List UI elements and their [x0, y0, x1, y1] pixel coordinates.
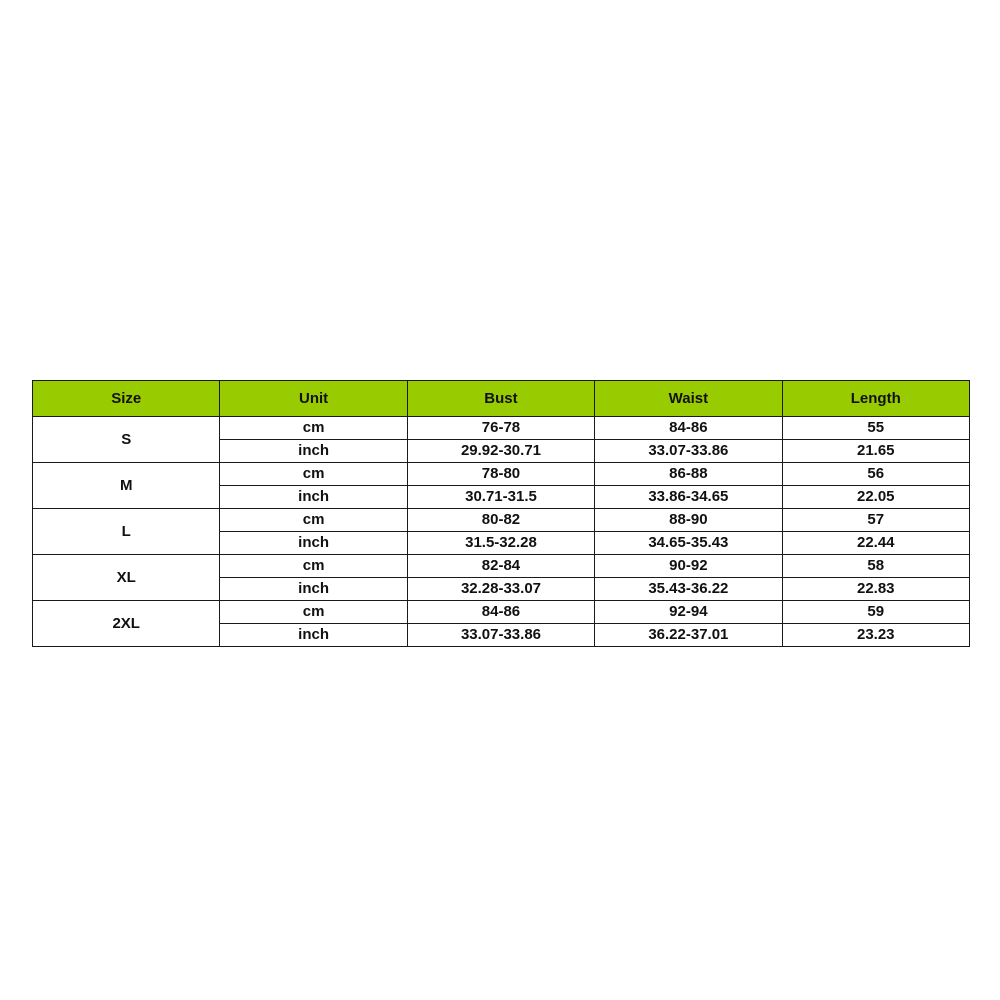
unit-cell: inch — [220, 532, 407, 555]
waist-cell: 34.65-35.43 — [595, 532, 782, 555]
header-size: Size — [33, 381, 220, 417]
waist-cell: 33.07-33.86 — [595, 440, 782, 463]
bust-cell: 78-80 — [407, 463, 594, 486]
bust-cell: 33.07-33.86 — [407, 624, 594, 647]
size-label: S — [33, 417, 220, 463]
length-cell: 58 — [782, 555, 969, 578]
header-length: Length — [782, 381, 969, 417]
size-label: XL — [33, 555, 220, 601]
unit-cell: inch — [220, 486, 407, 509]
bust-cell: 32.28-33.07 — [407, 578, 594, 601]
bust-cell: 76-78 — [407, 417, 594, 440]
bust-cell: 80-82 — [407, 509, 594, 532]
unit-cell: inch — [220, 578, 407, 601]
unit-cell: cm — [220, 601, 407, 624]
header-waist: Waist — [595, 381, 782, 417]
length-cell: 57 — [782, 509, 969, 532]
table-header-row — [33, 381, 970, 417]
table-row — [33, 463, 970, 486]
length-cell: 22.05 — [782, 486, 969, 509]
waist-cell: 84-86 — [595, 417, 782, 440]
bust-cell: 29.92-30.71 — [407, 440, 594, 463]
unit-cell: cm — [220, 417, 407, 440]
waist-cell: 92-94 — [595, 601, 782, 624]
bust-cell: 84-86 — [407, 601, 594, 624]
waist-cell: 36.22-37.01 — [595, 624, 782, 647]
length-cell: 59 — [782, 601, 969, 624]
bust-cell: 82-84 — [407, 555, 594, 578]
waist-cell: 90-92 — [595, 555, 782, 578]
length-cell: 55 — [782, 417, 969, 440]
header-bust: Bust — [407, 381, 594, 417]
unit-cell: cm — [220, 463, 407, 486]
size-label: M — [33, 463, 220, 509]
bust-cell: 31.5-32.28 — [407, 532, 594, 555]
table-row — [33, 417, 970, 440]
unit-cell: cm — [220, 555, 407, 578]
waist-cell: 88-90 — [595, 509, 782, 532]
unit-cell: cm — [220, 509, 407, 532]
length-cell: 22.44 — [782, 532, 969, 555]
bust-cell: 30.71-31.5 — [407, 486, 594, 509]
waist-cell: 35.43-36.22 — [595, 578, 782, 601]
table-row — [33, 555, 970, 578]
length-cell: 23.23 — [782, 624, 969, 647]
length-cell: 22.83 — [782, 578, 969, 601]
table-row — [33, 509, 970, 532]
size-chart-table — [32, 380, 970, 647]
waist-cell: 33.86-34.65 — [595, 486, 782, 509]
size-label: 2XL — [33, 601, 220, 647]
unit-cell: inch — [220, 440, 407, 463]
size-label: L — [33, 509, 220, 555]
length-cell: 21.65 — [782, 440, 969, 463]
unit-cell: inch — [220, 624, 407, 647]
length-cell: 56 — [782, 463, 969, 486]
waist-cell: 86-88 — [595, 463, 782, 486]
header-unit: Unit — [220, 381, 407, 417]
table-row — [33, 601, 970, 624]
